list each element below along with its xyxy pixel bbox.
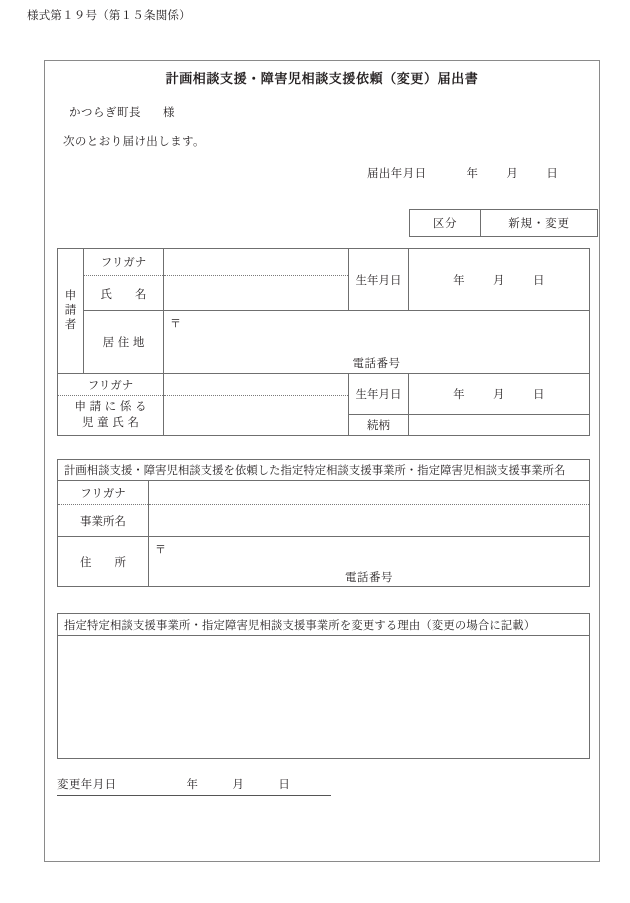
- addressee: [69, 104, 175, 120]
- postal-mark-icon: 〒: [170, 317, 181, 330]
- applicant-dob-field[interactable]: 年 月 日: [453, 272, 545, 287]
- child-furigana-label: フリガナ: [58, 374, 163, 396]
- child-relation-field[interactable]: [409, 415, 589, 434]
- applicant-furigana-label: フリガナ: [84, 249, 163, 276]
- applicant-name-row: [84, 249, 589, 311]
- filing-date-year: 年: [466, 166, 479, 180]
- reason-box-field[interactable]: [58, 636, 589, 780]
- kubun-box: [409, 209, 598, 237]
- filing-date-line: [367, 165, 558, 181]
- filing-date-day: 日: [546, 166, 559, 180]
- child-block: [58, 374, 589, 435]
- office-furigana-label: フリガナ: [58, 481, 148, 505]
- office-address-label: 住 所: [58, 537, 149, 587]
- office-address-field[interactable]: [149, 537, 589, 587]
- applicant-section-label: 申請者: [58, 249, 84, 373]
- addressee-name: かつらぎ町長: [69, 105, 141, 119]
- child-furigana-field[interactable]: [164, 374, 348, 396]
- applicant-furigana-field[interactable]: [164, 249, 348, 276]
- change-date-year: 年: [186, 777, 199, 791]
- applicant-block: [58, 249, 589, 374]
- office-name-field[interactable]: [149, 505, 589, 537]
- kubun-label: 区分: [410, 210, 481, 236]
- office-name-label: 事業所名: [80, 514, 126, 528]
- form-number: 様式第１９号（第１５条関係）: [27, 10, 191, 22]
- child-name-field[interactable]: [164, 396, 348, 434]
- applicant-residence-field[interactable]: [164, 311, 589, 373]
- postal-mark-icon: 〒: [155, 543, 166, 556]
- reason-box: [57, 613, 590, 759]
- applicant-name-label: 氏 名: [100, 286, 147, 301]
- change-date-day: 日: [278, 777, 291, 791]
- change-date-line[interactable]: [57, 776, 331, 796]
- change-date-label: 変更年月日: [57, 777, 117, 791]
- child-dob-field[interactable]: 年 月 日: [409, 374, 589, 415]
- applicant-table: [57, 248, 590, 436]
- office-name-row: [58, 481, 589, 537]
- applicant-name-field[interactable]: [164, 276, 348, 311]
- applicant-residence-label: 居 住 地: [84, 311, 164, 373]
- child-relation-label: 続柄: [367, 417, 390, 432]
- addressee-honorific: 様: [163, 105, 175, 119]
- filing-date-month: 月: [506, 166, 519, 180]
- lead-text: 次のとおり届け出します。: [63, 134, 205, 148]
- reason-box-header: 指定特定相談支援事業所・指定障害児相談支援事業所を変更する理由（変更の場合に記載）: [58, 614, 589, 636]
- applicant-telephone-label: 電話番号: [352, 356, 401, 370]
- office-telephone-label: 電話番号: [345, 570, 393, 584]
- form-sheet: [44, 60, 600, 862]
- filing-date-label: 届出年月日: [367, 166, 427, 180]
- child-dob-label: 生年月日: [349, 374, 408, 415]
- office-furigana-field[interactable]: [149, 481, 589, 505]
- applicant-residence-row: [84, 311, 589, 373]
- page-title: 計画相談支援・障害児相談支援依頼（変更）届出書: [165, 72, 479, 87]
- office-table: [57, 459, 590, 587]
- kubun-value[interactable]: 新規・変更: [508, 216, 570, 230]
- office-address-row: [58, 537, 589, 587]
- child-name-label: 申 請 に 係 る 児 童 氏 名: [74, 399, 147, 429]
- office-table-header: 計画相談支援・障害児相談支援を依頼した指定特定相談支援事業所・指定障害児相談支援事業所名: [58, 460, 589, 481]
- change-date-month: 月: [232, 777, 245, 791]
- applicant-dob-label: 生年月日: [349, 249, 409, 310]
